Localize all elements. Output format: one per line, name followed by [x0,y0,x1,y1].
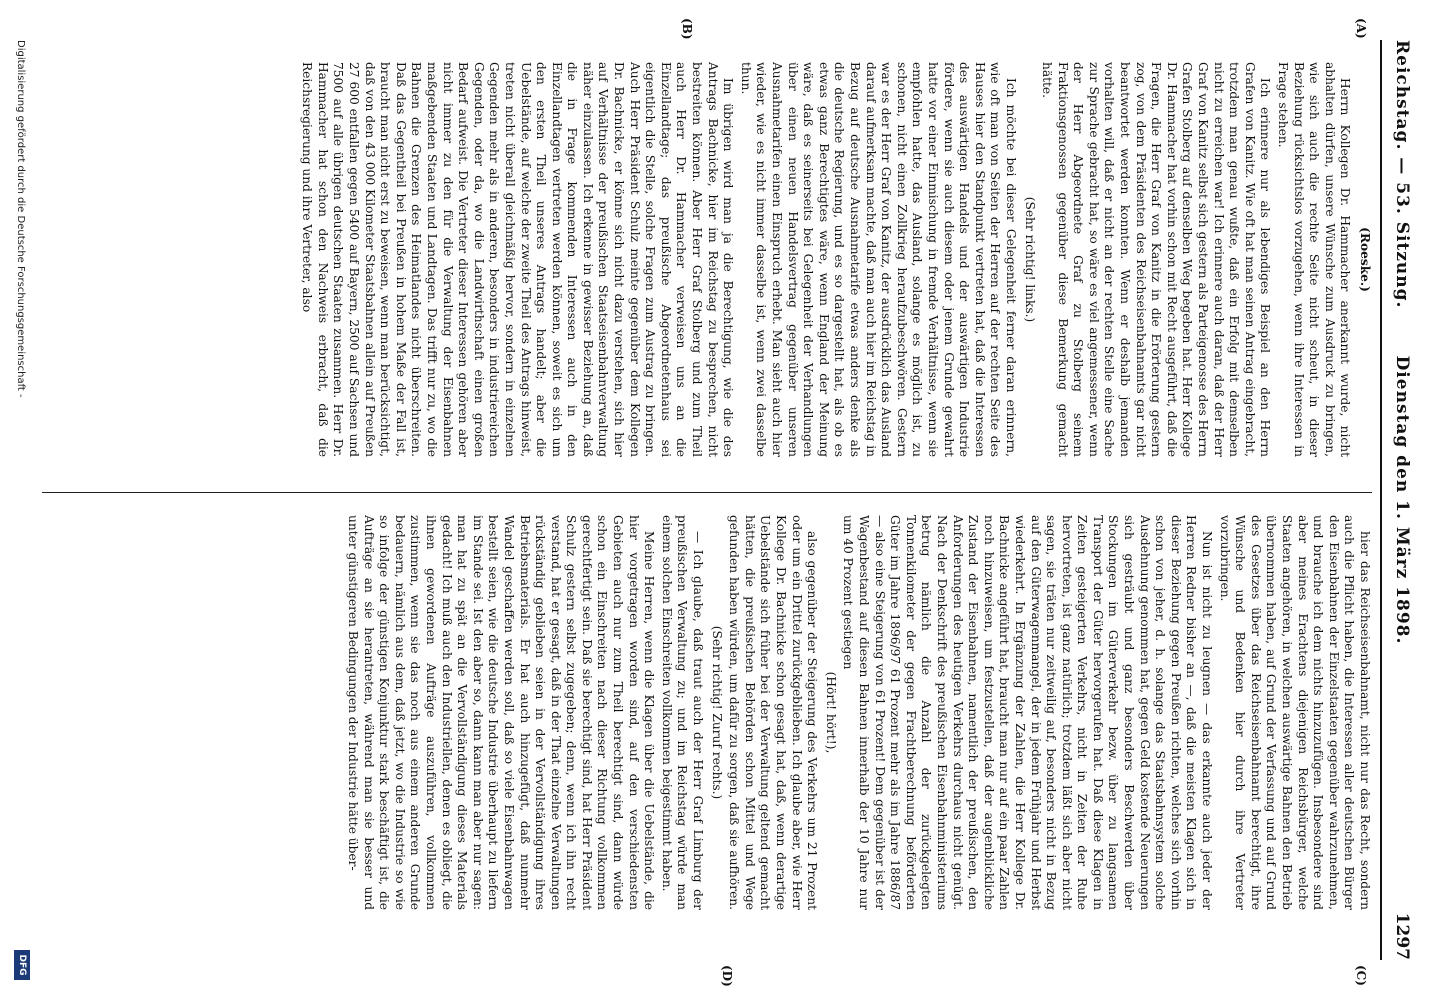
paragraph: Ich erinnere nur als lebendiges Beispiel an den Herrn Grafen von Kanitz. Wie oft hat man seinen Antrag eingebracht, trotzdem man genau wußte, daß ein Erfolg mit demselben nicht zu erreichen war! Ich erinnere auch daran, daß der Herr Graf von Kanitz selbst sich gestern als Parteigenosse des Herrn Grafen Stolberg auf denselben Weg begeben hat. Herr Kollege Dr. Hammacher hat vorhin schon mit Recht ausgeführt, daß die Fragen, die Herr Graf von Kanitz in die Erörterung gestern zog, von dem Präsidenten des Reichseisenbahnamts gar nicht beantwortet werden konnten. Wenn er deshalb jemanden vorhalten will, daß er nicht an der rechten Stelle eine Sache zur Sprache gebracht hat, so wäre es viel angemessener, wenn der Herr Abgeordnete Graf zu Stolberg seinem Fraktionsgenossen gegenüber diese Bemerkung gemacht hätte. [1040,62,1273,457]
header-date: Dienstag den 1. März 1898. [1392,355,1412,645]
paragraph: Ich möchte bei dieser Gelegenheit ferner daran erinnern, wie oft man von Seiten der Herren auf der rechten Seite des Hauses hier den Standpunkt vertreten hat, daß die Interessen des auswärtigen Handels und der auswärtigen Industrie fördere, wenn sie auch diesem oder jenem Grunde gewahrt hatte vor einer Einmischung in fremde Verhältnisse, wenn sie empfohlen hatte, das Ausland, solange es möglich ist, zu schonen, nicht einen Zollkrieg heraufzubeschwören. Gestern war es der Herr Graf von Kanitz, der ausdrücklich das Ausland darauf aufmerksam machte, daß man auch hier im Reichstag in Bezug auf deutsche Ausnahmetarife etwas anders denke als die deutsche Regierung, und es so dargestellt hat, als ob es etwas ganz Berechtigtes wäre, wenn England der Meinung wäre, daß es seinerseits bei Gelegenheit der Verhandlungen über einen neuen Handelsvertrag gegenüber unseren Ausnahmetarifen einen Einspruch erhebt. Man sieht auch hier wieder, wie es nicht immer dasselbe ist, wenn zwei dasselbe thun. [738,62,1018,457]
margin-marker-c: (C) [1354,965,1368,986]
paragraph: Nun ist nicht zu leugnen — das erkannte auch jeder der Herren Redner bisher an —, daß die meisten Klagen sich in dieser Beziehung gegen Preußen richten, welches sich vorhin schon von jeher, d. h. solange das Staatsbahnsystem solche Ausdehnung genommen hat, gegen Geld kostende Neuerungen sich gesträubt und ganz besonders Beschwerden über Stockungen im Güterverkehr bezw. über zu langsamen Transport der Güter hervorgerufen hat. Daß diese Klagen in Zeiten gesteigerten Verkehrs, nicht in Zeiten der Ruhe hervortreten, ist ganz natürlich; trotzdem läßt sich aber nicht sagen, sie träten nur zeitweilig auf, besonders nicht in Bezug auf den Güterwagenmangel, der in jedem Frühjahr und Herbst wiederkehrt. In Ergänzung der Zahlen, die Herr Kollege Dr. Bachnicke angeführt hat, braucht man nur auf ein paar Zahlen noch hinzuweisen, um festzustellen, daß der augenblickliche Zustand der Eisenbahnen, namentlich der preußischen, den Anforderungen des heutigen Verkehrs durchaus nicht genügt. Nach der Denkschrift des preußischen Eisenbahnministeriums betrug nämlich die Anzahl der zurückgelegten Tonnenkilometer der gegen Frachtberechnung beförderten Güter im Jahre 1896/97 61 Prozent mehr als im Jahre 1886/87 — also eine Steigerung von 61 Prozent! Dem gegenüber ist der Wagenbestand auf diesen Bahnen innerhalb der 10 Jahre nur um 40 Prozent gestiegen [841,515,1215,910]
dfg-logo: DFG [14,950,30,980]
paragraph: Herrn Kollegen Dr. Hammacher anerkannt wurde, nicht abhalten dürfen, unsere Wünsche zum Ausdruck zu bringen, wie sich auch die rechte Seite nicht scheut, in dieser Beziehung rücksichtslos vorzugehen, wenn ihre Interessen in Frage stehen. [1276,62,1353,457]
digitization-footer: Digitalisierung gefördert durch die Deutsche Forschungsgemeinschaft - [15,40,26,398]
interjection: (Sehr richtig! links.) [1022,196,1037,323]
page-number: 1297 [1392,912,1412,960]
paragraph: also gegenüber der Steigerung des Verkehrs um 21 Prozent oder um ein Drittel zurückgeblieben. Ich glaube aber, wie Herr Kollege Dr. Bachnicke schon gesagt hat, daß, wenn derartige Uebelstände sich früher bei der Verwaltung geltend gemacht hätten, die preußischen Behörden schon Mittel und Wege gefunden haben würden, um dafür zu sorgen, daß sie aufhören. [727,515,820,910]
paragraph: — Ich glaube, daß traut auch der Herr Graf Limburg der preußischen Verwaltung zu; und im Reichstag würde man einem solchen Einschreiten vollkommen beigestimmt haben. [659,515,706,910]
margin-marker-a: (A) [1354,18,1368,39]
margin-marker-d: (D) [720,965,734,987]
speaker-name: (Roeske.) [1358,227,1372,292]
margin-marker-b: (B) [680,18,694,40]
right-text-column [42,515,1372,910]
paragraph: hier das Reichseisenbahnamt, nicht nur das Recht, sondern auch die Pflicht haben, die Interessen aller deutschen Bürger den Eisenbahnen der Einzelstaaten gegenüber wahrzunehmen, und brauche ich dem nichts hinzuzufügen. Insbesondere sind aber meines Erachtens diejenigen Reichsbürger, welche Staaten angehören, in welchen auswärtige Bahnen den Betrieb übernommen haben, auf Grund der Verfassung und auf Grund des Gesetzes über das Reichseisenbahnamt berechtigt, ihre Wünsche und Bedenken hier durch ihre Vertreter vorzubringen. [1217,515,1372,910]
column-divider [42,492,1372,493]
header-left-title: Reichstag. — 53. Sitzung. [1392,40,1412,309]
left-text-column [42,62,1372,457]
interjection: (Sehr richtig! Zuruf rechts.) [709,625,724,800]
page-header [1380,40,1416,960]
interjection: (Hört! hört!), [823,671,838,754]
paragraph: Meine Herren, wenn die Klagen über die Uebelstände, die hier vorgetragen worden sind, auf den verschiedensten Gebieten auch nur zum Theil berechtigt sind, dann würde schon ein Einschreiten nach dieser Richtung vollkommen gerechtfertigt sein. Daß sie berechtigt sind, hat Herr Präsident Schulz gestern selbst zugegeben; denn, wenn ich ihn recht verstand, hat er gesagt, daß in der That einzelne Verwaltungen rückständig geblieben seien in der Vervollständigung ihres Betriebsmaterials. Er hat auch hinzugefügt, daß nunmehr Wandel geschaffen werden soll, daß so viele Eisenbahnwagen bestellt seien, wie die deutsche Industrie überhaupt zu liefern im Stande sei. Ist den aber so, dann kann man aber nur sagen: man hat zu spät an die Vervollständigung dieses Materials gedacht! Ich muß auch den Industriellen, denen es obliegt, die ihnen gewordenen Aufträge auszuführen, vollkommen zustimmen, wenn sie das noch aus einem anderen Grunde bedauern, nämlich aus dem, daß jetzt, wo die Industrie so wie so infolge der günstigen Konjunktur stark beschäftigt ist, die Aufträge an sie herantreten, während man sie besser und unter günstigeren Bedingungen der Industrie hätte über- [346,515,657,910]
paragraph: Im übrigen wird man ja die Berechtigung, wie die des Antrags Bachnicke, hier im Reichstag zu besprechen, nicht bestreiten können. Aber Herr Graf Stolberg und zum Theil auch Herr Dr. Hammacher verweisen uns an die Einzellandtage; das preußische Abgeordnetenhaus sei eigentlich die Stelle, solche Fragen zum Austrag zu bringen. Auch Herr Präsident Schulz meinte gegenüber dem Kollegen Dr. Bachnicke, er könne sich nicht dazu verstehen, sich hier auf Verhältnisse der preußischen Staatseisenbahnverwaltung näher einzulassen. Ich erkenne in gewisser Beziehung an, daß die in Frage kommenden Interessen auch in den Einzellandtagen vertreten werden können, soweit es sich um den ersten Theil unseres Antrags handelt; aber die Uebelstände, auf welche der zweite Theil des Antrags hinweist, treten nicht überall gleichmäßig hervor, sondern in einzelnen Gegenden mehr als in anderen, besonders in industriereichen Gegenden, oder da, wo die Landwirthschaft einen großen Bedarf aufweist. Die Vertreter dieser Interessen gehören aber nicht immer zu den für die Verwaltung der Eisenbahnen maßgebenden Staaten und Landtagen. Das trifft nur zu, wo die Bahnen die Grenzen des Heimatlandes nicht überschreiten. Daß das Gegentheil bei Preußen in hohem Maße der Fall ist, braucht man nicht erst zu beweisen, wenn man berücksichtigt, daß von den 43 000 Kilometer Staatsbahnen allein auf Preußen 27 600 entfallen gegen 5400 auf Bayern, 2500 auf Sachsen und 7500 auf alle übrigen deutschen Staaten zusammen. Herr Dr. Hammacher hat schon den Nachweis erbracht, daß die Reichsregierung und ihre Vertreter, also [300,62,736,457]
